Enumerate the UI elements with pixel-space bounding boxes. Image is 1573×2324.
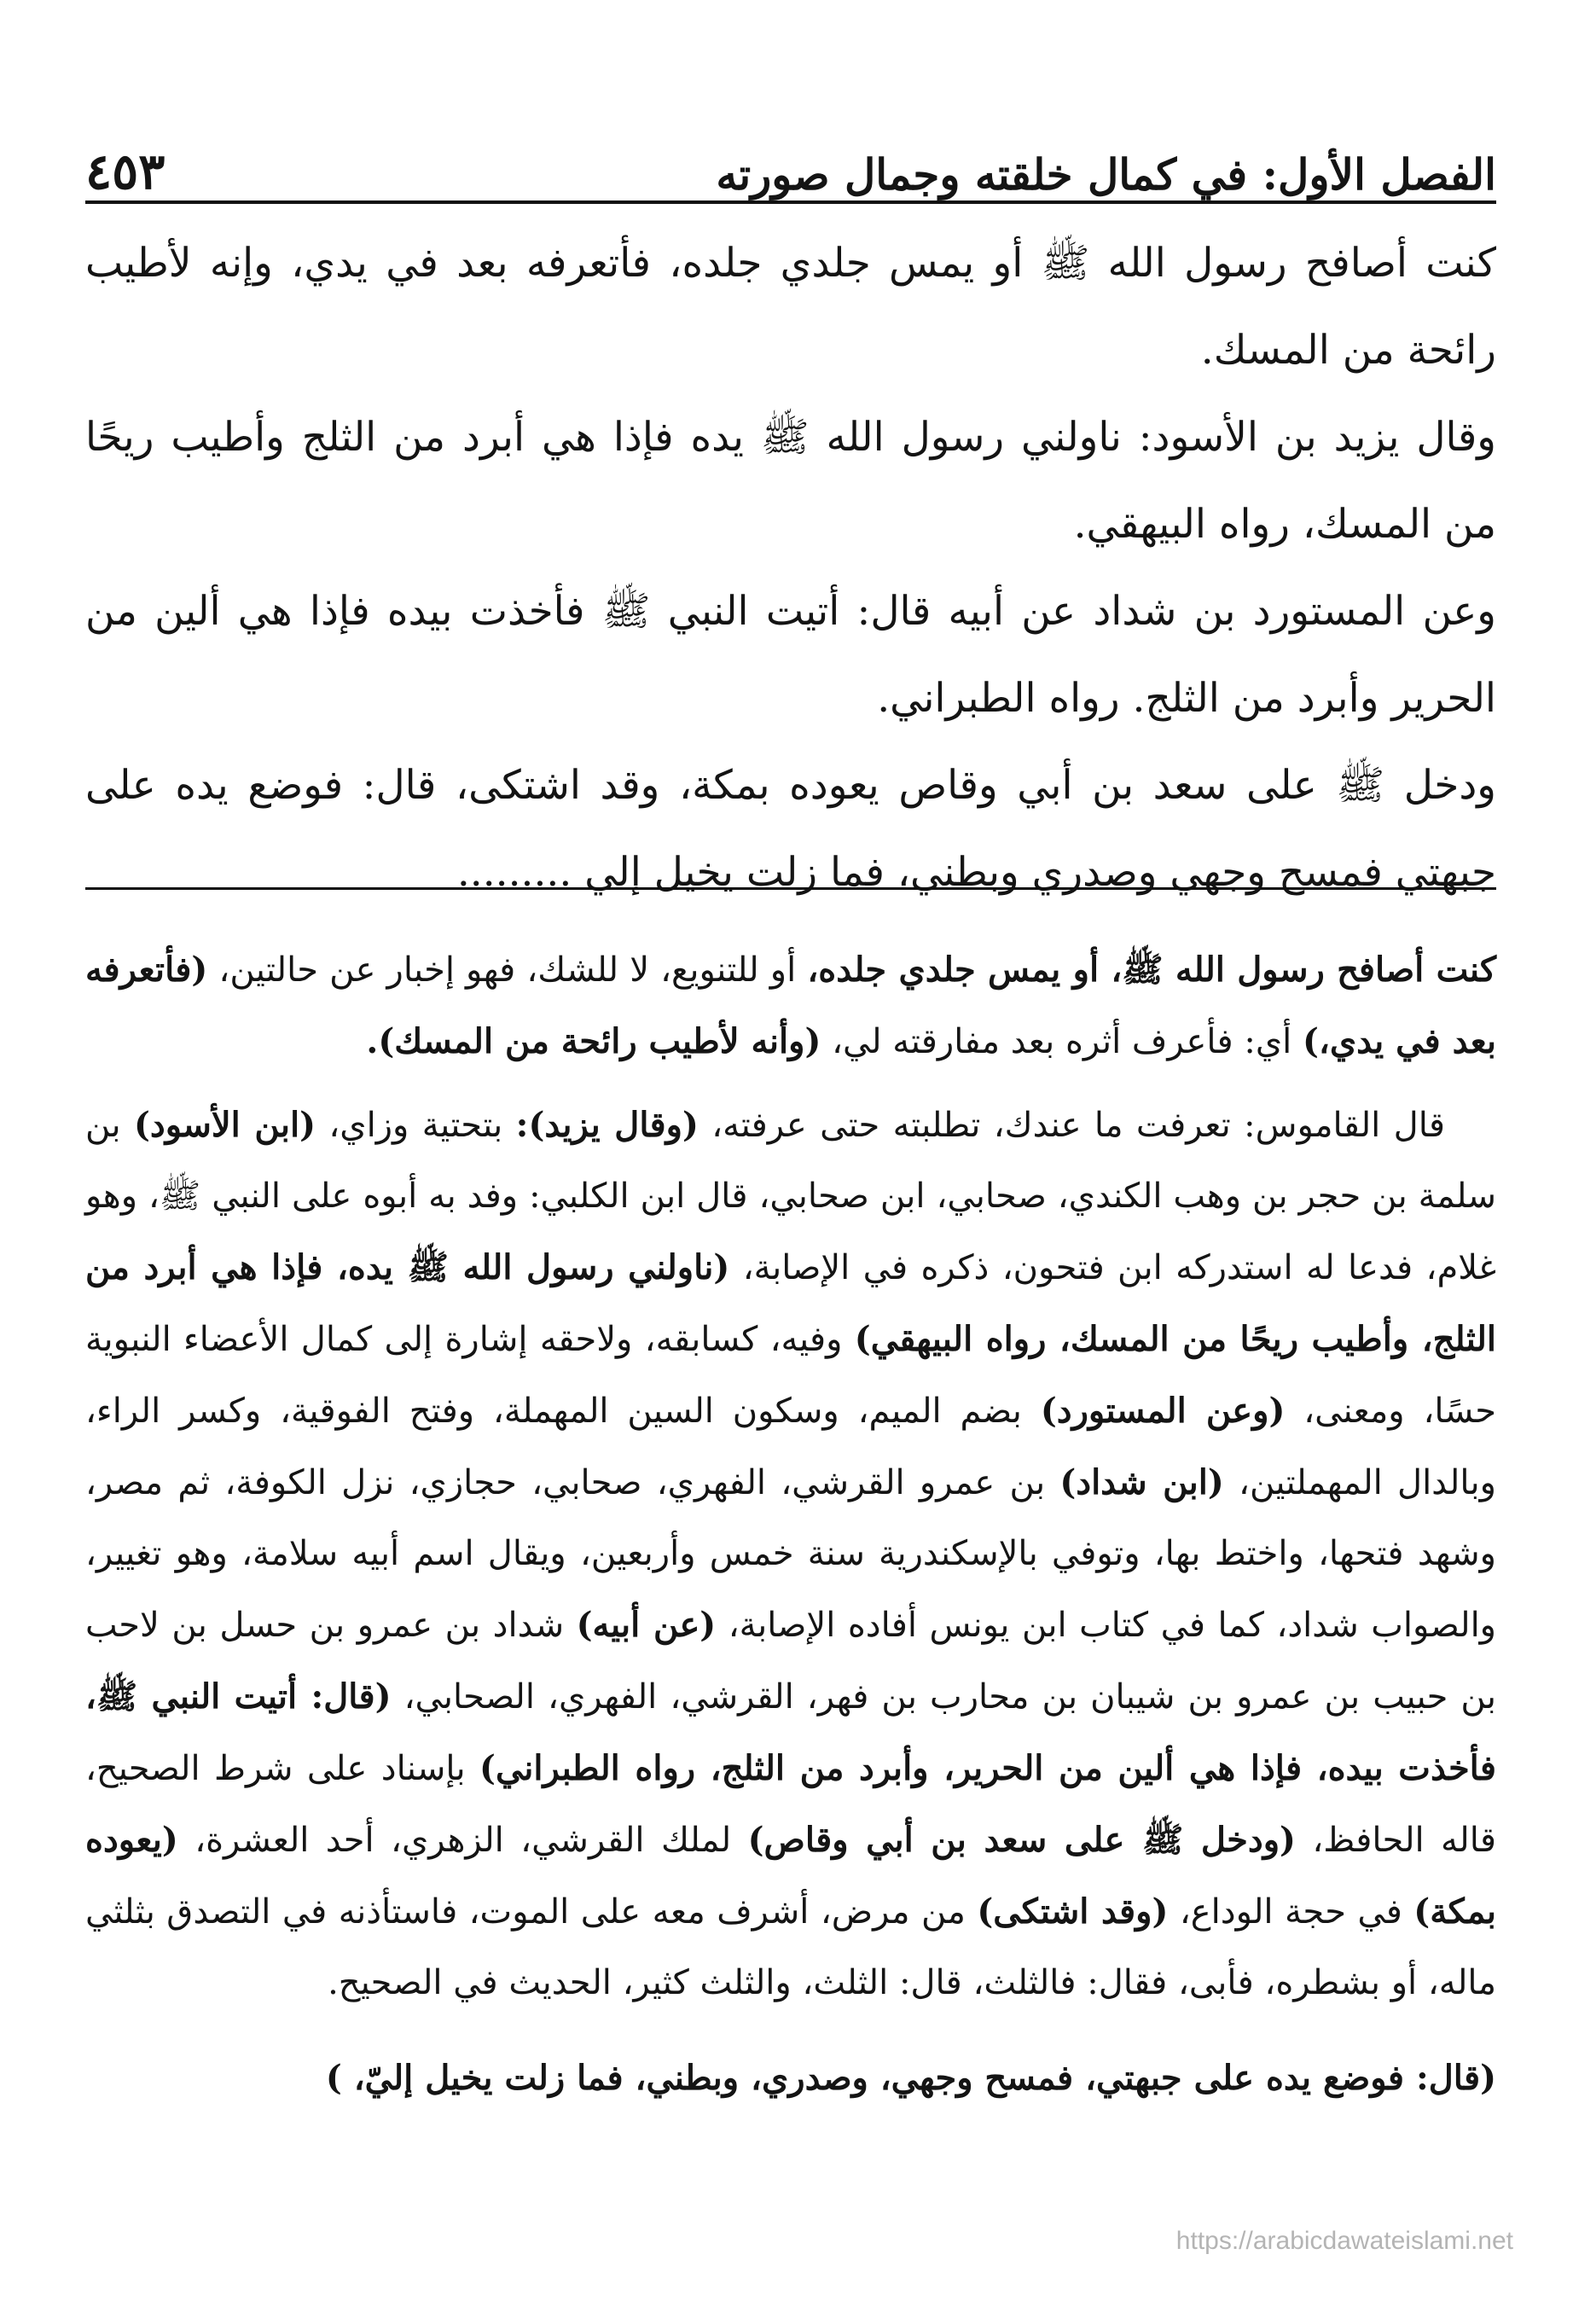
matn-paragraph: كنت أصافح رسول الله ﷺ أو يمس جلدي جلده، فأتعرفه بعد في يدي، وإنه لأطيب رائحة من المسك. [85, 240, 1496, 374]
watermark-url: https://arabicdawateislami.net [1175, 2227, 1513, 2255]
matn-paragraph: وقال يزيد بن الأسود: ناولني رسول الله ﷺ يده فإذا هي أبرد من الثلج وأطيب ريحًا من المسك، رواه البيهقي. [85, 414, 1496, 548]
commentary-text [85, 934, 1496, 2197]
commentary-text-run: بتحتية وزاي، [316, 1106, 516, 1145]
main-text [85, 220, 1496, 894]
commentary-quote: (وأنه لأطيب رائحة من المسك). [366, 1021, 821, 1061]
commentary-quote: (وقد اشتكى) [977, 1891, 1169, 1932]
commentary-text-run: قال القاموس: تعرفت ما عندك، تطلبته حتى عرفته، [698, 1106, 1446, 1145]
commentary-quote: (قال: فوضع يده على جبهتي، فمسح وجهي، وصدري، وبطني، فما زلت يخيل إليّ، ) [325, 2058, 1496, 2098]
page-header [85, 102, 1496, 200]
page-number: ٤٥٣ [85, 142, 165, 200]
commentary-quote: (وعن المستورد) [1040, 1391, 1286, 1431]
commentary-text-run: بن عمرو القرشي، الفهري، صحابي، حجازي، نزل الكوفة، ثم مصر، وشهد فتحها، واختط بها، وتوفي بالإسكندرية سنة خمس وأربعين، ويقال اسم أبيه سلامة، وهو تغيير، والصواب شداد، كما في كتاب ابن يونس أفاده الإصابة، [85, 1463, 1497, 1645]
commentary-divider [85, 887, 1496, 890]
commentary-text-run: بضم الميم، وسكون السين المهملة، وفتح الفوقية، وكسر الراء، وبالدال المهملتين، [85, 1391, 1496, 1502]
chapter-title: الفصل الأول: في كمال خلقته وجمال صورته [716, 149, 1496, 200]
commentary-quote: (يعوده بمكة) [85, 1820, 1497, 1932]
commentary-text-run: لملك القرشي، الزهري، أحد العشرة، [177, 1821, 748, 1860]
matn-paragraph: وعن المستورد بن شداد عن أبيه قال: أتيت النبي ﷺ فأخذت بيده فإذا هي ألين من الحرير وأبرد من الثلج. رواه الطبراني. [85, 588, 1496, 722]
commentary-paragraph [85, 1089, 1496, 2019]
commentary-quote: (عن أبيه) [576, 1605, 717, 1645]
commentary-text-run: في حجة الوداع، [1168, 1892, 1414, 1932]
commentary-text-run: وفيه، كسابقه، ولاحقه إشارة إلى كمال الأعضاء النبوية حسًا، ومعنى، [85, 1320, 1496, 1431]
commentary-text-run: أي: فأعرف أثره بعد مفارقته لي، [821, 1022, 1303, 1061]
commentary-quote: (ودخل ﷺ على سعد بن أبي وقاص) [747, 1820, 1296, 1860]
commentary-paragraph [85, 934, 1496, 1078]
commentary-quote: كنت أصافح رسول الله ﷺ، أو يمس جلدي جلده، [807, 950, 1496, 990]
commentary-text-run: أو للتنويع، لا للشك، فهو إخبار عن حالتين، [207, 950, 808, 990]
commentary-quote: (وقال يزيد): [515, 1105, 699, 1145]
commentary-text-run: بإسناد على شرط الصحيح، قاله الحافظ، [85, 1749, 1497, 1860]
header-divider [85, 200, 1496, 204]
commentary-text-run: بن سلمة بن حجر بن وهب الكندي، صحابي، ابن صحابي، قال ابن الكلبي: وفد به أبوه على النبي ﷺ، وهو غلام، فدعا له استدركه ابن فتحون، ذكره في الإصابة، [85, 1106, 1496, 1287]
commentary-paragraph [85, 2042, 1496, 2114]
commentary-text-run: شداد بن عمرو بن حسل بن لاحب بن حبيب بن عمرو بن شيبان بن محارب بن فهر، القرشي، الفهري، الصحابي، [85, 1606, 1497, 1717]
commentary-quote: (ابن الأسود) [133, 1105, 316, 1145]
commentary-quote: (ابن شداد) [1059, 1462, 1224, 1502]
matn-paragraph: ودخل ﷺ على سعد بن أبي وقاص يعوده بمكة، وقد اشتكى، قال: فوضع يده على جبهتي فمسح وجهي وصدري وبطني، فما زلت يخيل إلي ......... [85, 762, 1496, 896]
commentary-quote: (قال: أتيت النبي ﷺ، فأخذت بيده، فإذا هي ألين من الحرير، وأبرد من الثلج، رواه الطبراني) [85, 1676, 1496, 1788]
commentary-quote: (ناولني رسول الله ﷺ يده، فإذا هي أبرد من الثلج، وأطيب ريحًا من المسك، رواه البيهقي) [85, 1247, 1497, 1359]
commentary-quote: (فأتعرفه بعد في يدي،) [85, 950, 1496, 1061]
commentary-text-run: من مرض، أشرف معه على الموت، فاستأذنه في التصدق بثلثي ماله، أو بشطره، فأبى، فقال: فالثلث، قال: الثلث، والثلث كثير، الحديث في الصحيح. [85, 1892, 1496, 2002]
